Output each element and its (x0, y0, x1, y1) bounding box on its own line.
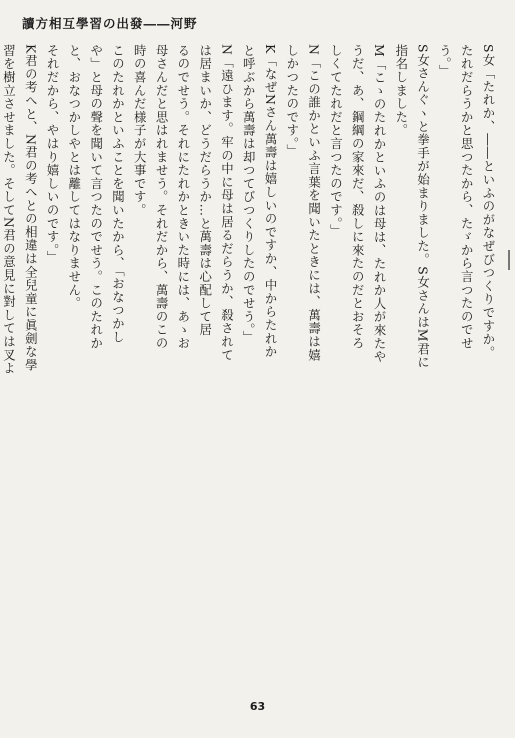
text-line: は居まいか、どうだらうか…と萬壽は心配して居 (197, 44, 213, 337)
text-line: このたれかといふことを聞いたから、「おなつかし (110, 44, 126, 344)
text-line: と、おなつかしやとは離してはなりません。 (66, 44, 82, 310)
text-line: 指名しました。 (393, 44, 409, 138)
margin-mark (508, 250, 510, 270)
text-line: それだから、やはり嬉しいのです。」 (45, 44, 61, 264)
text-line: N「この誰かといふ言葉を聞いたときには、萬壽は嬉 (306, 44, 322, 362)
text-line: K君の考へと、N君の考へとの相違は全兒童に眞劍な學 (23, 44, 39, 372)
text-line: S女「たれか、――といふのがなぜびつくりですか。 (481, 44, 496, 360)
page-number: 63 (249, 700, 266, 713)
text-line: うだ、あ、鋼綱の家來だ、殺しに來たのだとおそろ (350, 44, 366, 350)
text-line: しくてたれだと言つたのです。」 (328, 44, 344, 238)
vertical-text-body (1, 44, 499, 680)
text-line: や」と母の聲を聞いて言つたのでせう。このたれか (88, 44, 104, 350)
text-line: 習を樹立させました。そしてN君の意見に對しては叉よ (1, 44, 17, 375)
text-line: 母さんだと思はれませう。それだから、萬壽のこの (154, 44, 170, 350)
text-line: S女さんぐヽと拳手が始まりました。S女さんはM君に (415, 44, 431, 369)
text-line: K「なぜNさん萬壽は嬉しいのですか、中からたれか (263, 44, 279, 359)
text-line: う。」 (437, 44, 453, 78)
text-line: M「こゝのたれかといふのは母は、たれか人が來たや (372, 44, 388, 364)
text-line: 時の喜んだ様子が大事です。 (132, 44, 148, 217)
text-line: しかつたのです。」 (284, 44, 300, 158)
text-line: たれだらうかと思つたから、たゞから言つたのでせ (459, 44, 475, 350)
text-line: N「遠ひます。牢の中に母は居るだらうか、殺されて (219, 44, 235, 362)
running-title: 讀方相互學習の出發――河野 (22, 16, 198, 31)
text-line: るのでせう。それにたれかときいた時には、あゝお (175, 44, 191, 350)
text-line: と呼ぶから萬壽は却つてびつくりしたのでせう。」 (241, 44, 257, 344)
